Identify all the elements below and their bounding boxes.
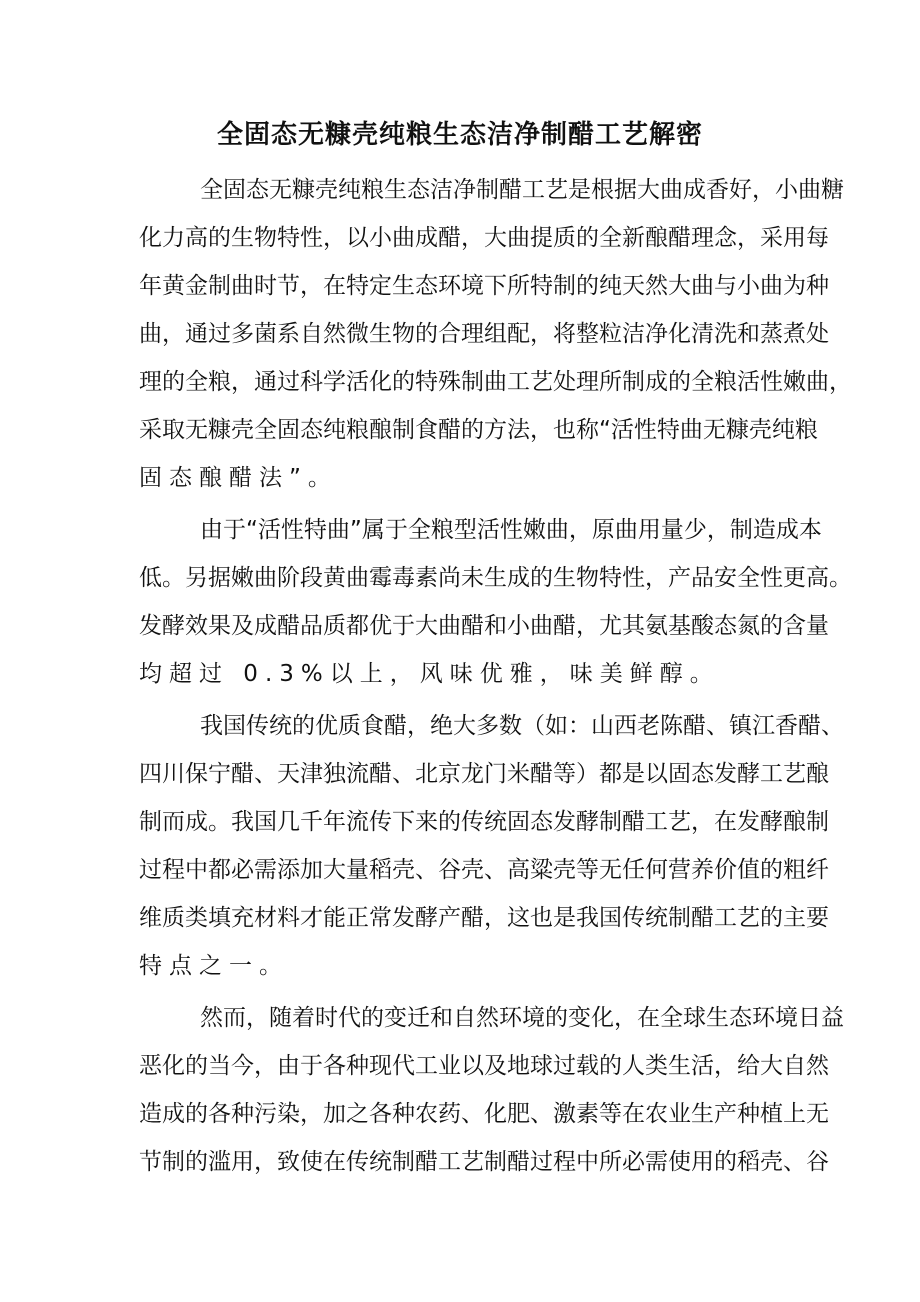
paragraph xyxy=(139,166,852,502)
paragraph xyxy=(139,506,852,698)
text-line: 化力高的生物特性，以小曲成醋，大曲提质的全新酿醋理念，采用每 xyxy=(139,225,829,251)
paragraph xyxy=(139,702,844,990)
text-line: 低。另据嫩曲阶段黄曲霉毒素尚未生成的生物特性，产品安全性更高。 xyxy=(139,565,852,591)
text-line: 固态酿醋法”。 xyxy=(139,465,338,491)
text-line: 由于“活性特曲”属于全粮型活性嫩曲，原曲用量少，制造成本 xyxy=(200,517,822,543)
text-line: 节制的滥用，致使在传统制醋工艺制醋过程中所必需使用的稻壳、谷 xyxy=(139,1149,829,1175)
text-line: 理的全粮，通过科学活化的特殊制曲工艺处理所制成的全粮活性嫩曲， xyxy=(139,369,852,395)
text-line: 年黄金制曲时节，在特定生态环境下所特制的纯天然大曲与小曲为种 xyxy=(139,273,829,299)
text-line: 恶化的当今，由于各种现代工业以及地球过载的人类生活，给大自然 xyxy=(139,1053,829,1079)
text-line: 过程中都必需添加大量稻壳、谷壳、高粱壳等无任何营养价值的粗纤 xyxy=(139,857,829,883)
text-line: 特点之一。 xyxy=(139,953,289,979)
text-line: 我国传统的优质食醋，绝大多数（如：山西老陈醋、镇江香醋、 xyxy=(200,713,844,739)
document-title: 全固态无糠壳纯粮生态洁净制醋工艺解密 xyxy=(216,120,703,150)
text-line: 维质类填充材料才能正常发酵产醋，这也是我国传统制醋工艺的主要 xyxy=(139,905,829,931)
text-line: 均超过 0.3%以上，风味优雅，味美鲜醇。 xyxy=(139,661,720,687)
text-line: 全固态无糠壳纯粮生态洁净制醋工艺是根据大曲成香好，小曲糖 xyxy=(200,177,844,203)
text-line: 造成的各种污染，加之各种农药、化肥、激素等在农业生产种植上无 xyxy=(139,1101,829,1127)
text-line: 制而成。我国几千年流传下来的传统固态发酵制醋工艺，在发酵酿制 xyxy=(139,809,829,835)
text-line: 发酵效果及成醋品质都优于大曲醋和小曲醋，尤其氨基酸态氮的含量 xyxy=(139,613,829,639)
text-line: 采取无糠壳全固态纯粮酿制食醋的方法，也称“活性特曲无糠壳纯粮 xyxy=(139,417,818,443)
text-line: 曲，通过多菌系自然微生物的合理组配，将整粒洁净化清洗和蒸煮处 xyxy=(139,321,829,347)
document-body xyxy=(139,166,852,1190)
text-line: 四川保宁醋、天津独流醋、北京龙门米醋等）都是以固态发酵工艺酿 xyxy=(139,761,829,787)
paragraph xyxy=(139,994,844,1186)
text-line: 然而，随着时代的变迁和自然环境的变化，在全球生态环境日益 xyxy=(200,1005,844,1031)
